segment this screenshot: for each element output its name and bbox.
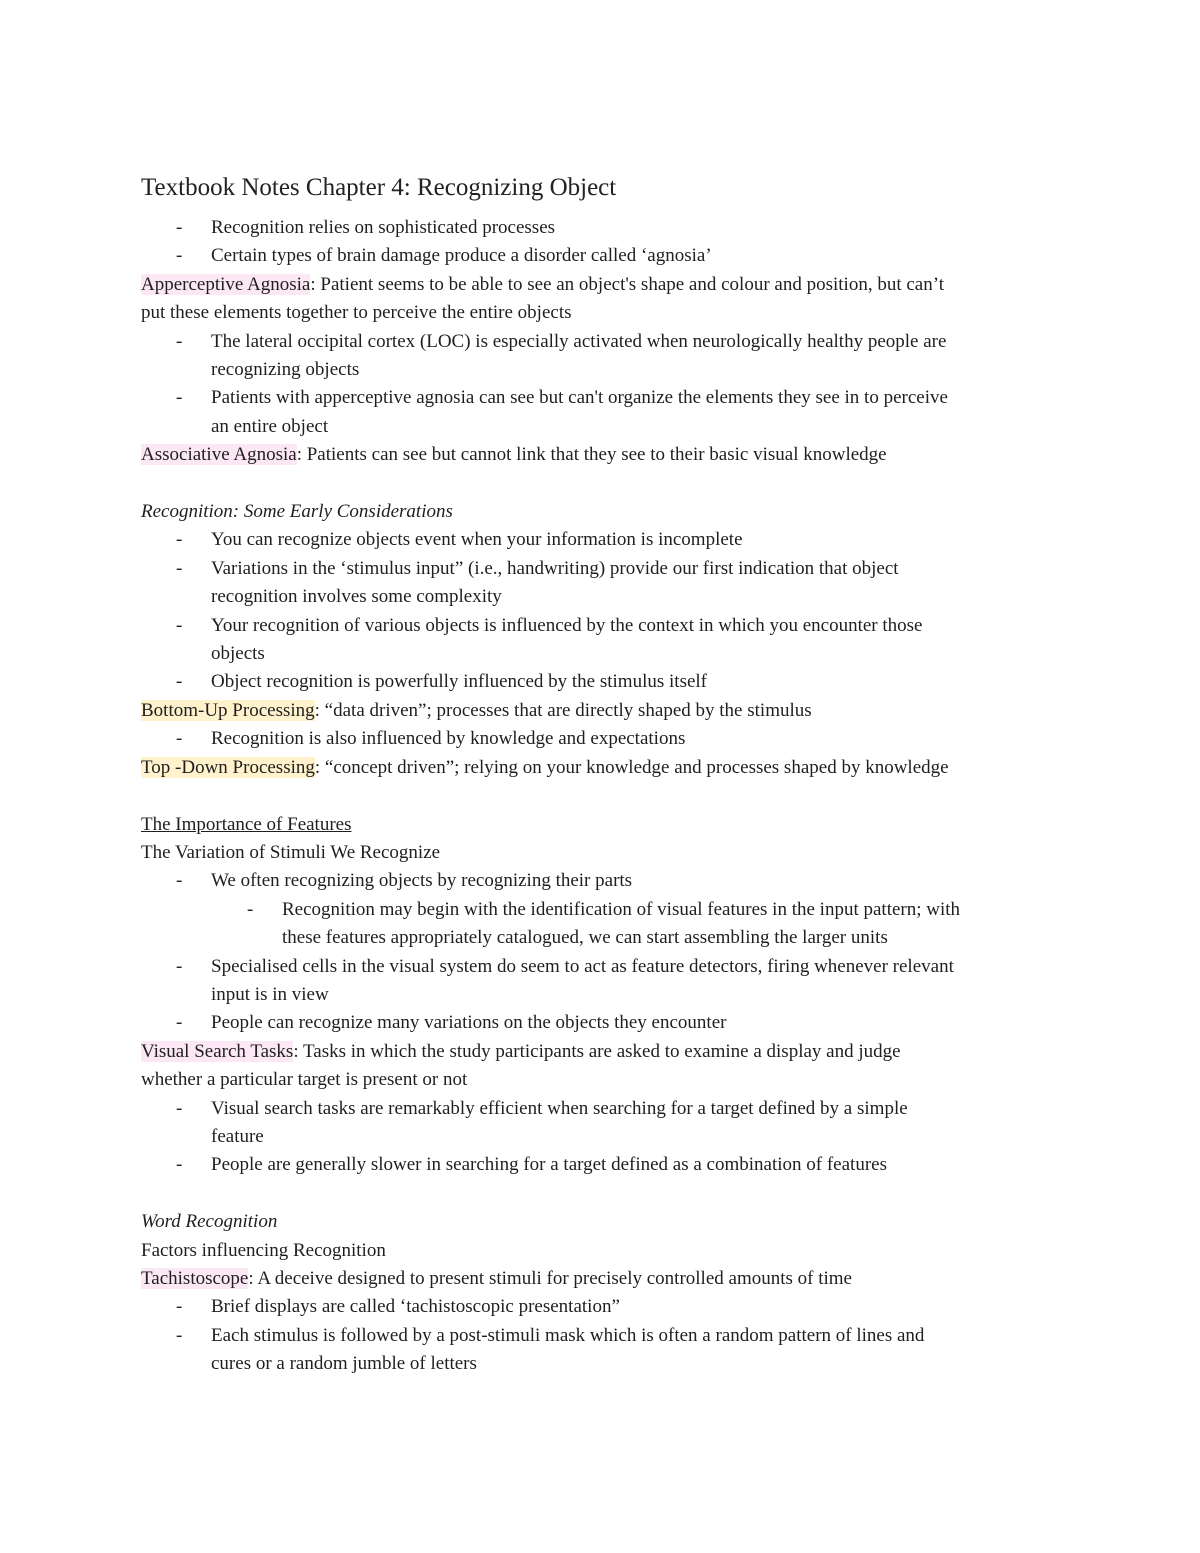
- definition-continuation: put these elements together to perceive the entire objects: [141, 302, 572, 324]
- bullet-dash: -: [176, 728, 183, 750]
- bullet-dash: -: [176, 529, 183, 551]
- bullet-dash: -: [176, 1154, 183, 1176]
- bullet-item: [141, 612, 1080, 640]
- bullet-continuation: an entire object: [211, 415, 329, 437]
- definition-text: : Patient seems to be able to see an object's shape and colour and position, but can’t: [310, 273, 944, 295]
- bullet-dash: -: [176, 245, 183, 267]
- bullet-item: [141, 1151, 1080, 1179]
- bullet-dash: -: [176, 557, 183, 579]
- bullet-continuation: input is in view: [211, 983, 329, 1005]
- bullet-dash: -: [176, 330, 183, 352]
- bullet-dash: -: [176, 387, 183, 409]
- bullet-dash: -: [176, 1097, 183, 1119]
- bullet-dash: -: [176, 1296, 183, 1318]
- bullet-dash: -: [176, 1012, 183, 1034]
- bullet-continuation: recognition involves some complexity: [211, 586, 502, 608]
- bullet-text: You can recognize objects event when your information is incomplete: [211, 529, 743, 551]
- bullet-text: Patients with apperceptive agnosia can see but can't organize the elements they see in to perceive: [211, 387, 948, 409]
- section-heading-word-recognition: Word Recognition: [141, 1211, 278, 1233]
- bullet-item: [141, 1009, 1080, 1037]
- bullet-continuation: objects: [211, 643, 265, 665]
- definition-text: : Patients can see but cannot link that they see to their basic visual knowledge: [296, 444, 887, 466]
- term-visual-search-tasks: Visual Search Tasks: [141, 1040, 294, 1062]
- bullet-item: [141, 1322, 1080, 1350]
- bullet-item: [141, 668, 1080, 696]
- blank-line: [141, 1180, 1080, 1208]
- bullet-item: [141, 953, 1080, 981]
- bullet-dash: -: [176, 614, 183, 636]
- bullet-item: [141, 1293, 1080, 1321]
- blank-line: [141, 782, 1080, 810]
- bullet-text: The lateral occipital cortex (LOC) is especially activated when neurologically healthy people are: [211, 330, 947, 352]
- subheading-factors-influencing-recognition: Factors influencing Recognition: [141, 1239, 386, 1261]
- term-tachistoscope: Tachistoscope: [141, 1267, 249, 1289]
- bullet-text: Your recognition of various objects is influenced by the context in which you encounter those: [211, 614, 923, 636]
- section-heading-importance-of-features: The Importance of Features: [141, 813, 352, 835]
- bullet-text: Each stimulus is followed by a post-stimuli mask which is often a random pattern of lines and: [211, 1324, 925, 1346]
- bullet-item: [141, 725, 1080, 753]
- definition-text: : “concept driven”; relying on your knowledge and processes shaped by knowledge: [314, 756, 949, 778]
- definition-text: : Tasks in which the study participants are asked to examine a display and judge: [293, 1040, 901, 1062]
- bullet-dash: -: [176, 955, 183, 977]
- bullet-text: Variations in the ‘stimulus input” (i.e., handwriting) provide our first indication that object: [211, 557, 899, 579]
- bullet-item: [141, 214, 1080, 242]
- definition-line: [141, 1038, 1080, 1066]
- bullet-item: [141, 526, 1080, 554]
- term-bottom-up-processing: Bottom-Up Processing: [141, 699, 315, 721]
- definition-line: [141, 754, 1080, 782]
- bullet-text: Recognition relies on sophisticated processes: [211, 217, 556, 238]
- definition-text: : A deceive designed to present stimuli for precisely controlled amounts of time: [248, 1267, 852, 1289]
- bullet-text: People can recognize many variations on the objects they encounter: [211, 1012, 727, 1034]
- bullet-continuation: feature: [211, 1125, 264, 1147]
- bullet-continuation: recognizing objects: [211, 359, 360, 381]
- bullet-dash: -: [247, 898, 254, 920]
- definition-continuation: whether a particular target is present or not: [141, 1069, 468, 1091]
- definition-line: [141, 1265, 1080, 1293]
- definition-line: [141, 271, 1080, 299]
- bullet-text: Object recognition is powerfully influenced by the stimulus itself: [211, 671, 708, 693]
- bullet-item: [141, 384, 1080, 412]
- blank-line: [141, 470, 1080, 498]
- bullet-item: [141, 1095, 1080, 1123]
- bullet-text: Recognition is also influenced by knowledge and expectations: [211, 728, 686, 750]
- bullet-dash: -: [176, 1324, 183, 1346]
- bullet-text: Visual search tasks are remarkably efficient when searching for a target defined by a simple: [211, 1097, 908, 1119]
- document-title: Textbook Notes Chapter 4: Recognizing Object: [141, 174, 617, 201]
- bullet-dash: -: [176, 870, 183, 892]
- bullet-item: [141, 555, 1080, 583]
- bullet-text: Specialised cells in the visual system do seem to act as feature detectors, firing whenever relevant: [211, 955, 954, 977]
- definition-line: [141, 441, 1080, 469]
- bullet-continuation: these features appropriately catalogued, we can start assembling the larger units: [282, 927, 888, 949]
- bullet-text: We often recognizing objects by recognizing their parts: [211, 870, 633, 892]
- section-heading-early-considerations: Recognition: Some Early Considerations: [141, 501, 453, 523]
- bullet-item: [141, 328, 1080, 356]
- bullet-text: People are generally slower in searching for a target defined as a combination of features: [211, 1154, 887, 1176]
- bullet-dash: -: [176, 217, 183, 238]
- bullet-text: Recognition may begin with the identification of visual features in the input pattern; with: [282, 898, 961, 920]
- term-associative-agnosia: Associative Agnosia: [141, 444, 297, 466]
- bullet-text: Certain types of brain damage produce a disorder called ‘agnosia’: [211, 245, 712, 267]
- bullet-continuation: cures or a random jumble of letters: [211, 1353, 477, 1375]
- term-top-down-processing: Top -Down Processing: [141, 756, 315, 778]
- definition-text: : “data driven”; processes that are directly shaped by the stimulus: [314, 699, 812, 721]
- bullet-dash: -: [176, 671, 183, 693]
- definition-line: [141, 697, 1080, 725]
- sub-bullet-item: [141, 896, 1080, 924]
- bullet-text: Brief displays are called ‘tachistoscopic presentation”: [211, 1296, 620, 1318]
- term-apperceptive-agnosia: Apperceptive Agnosia: [141, 273, 311, 295]
- bullet-item: [141, 242, 1080, 270]
- subheading-variation-of-stimuli: The Variation of Stimuli We Recognize: [141, 841, 441, 863]
- bullet-item: [141, 867, 1080, 895]
